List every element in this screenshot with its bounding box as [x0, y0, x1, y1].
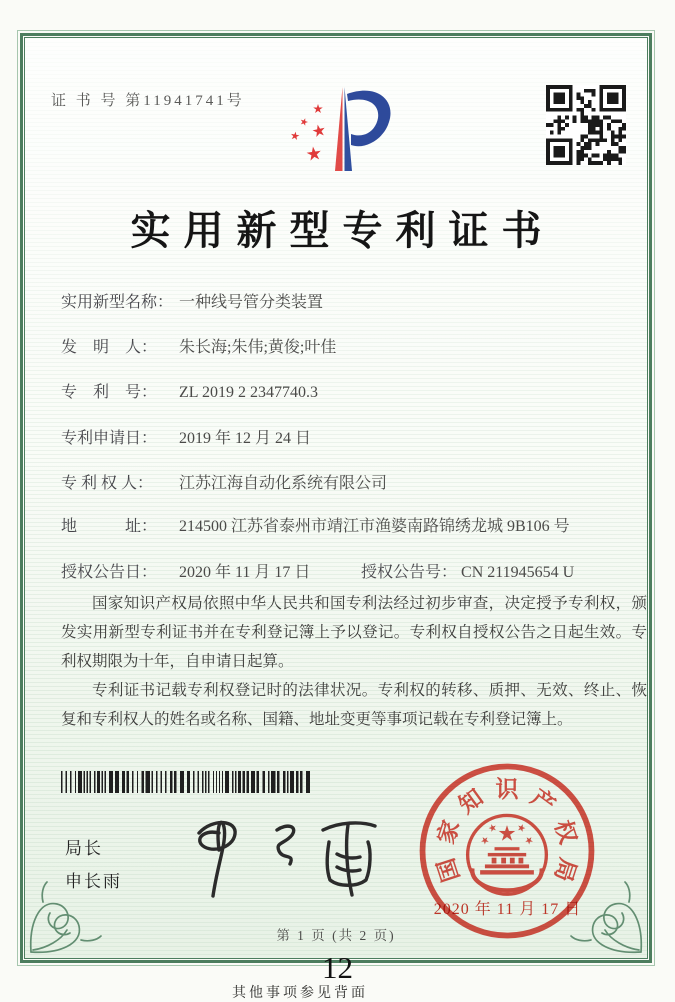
field-value: ZL 2019 2 2347740.3 — [179, 384, 318, 401]
field-inventors — [61, 334, 336, 357]
back-side-note: 其他事项参见背面 — [232, 986, 368, 1001]
field-address — [61, 513, 570, 536]
field-patentee — [61, 470, 387, 493]
field-value: CN 211945654 U — [461, 564, 575, 581]
seal-date: 2020 年 11 月 17 日 — [433, 901, 582, 918]
field-label: 专 利 号： — [61, 384, 158, 401]
field-label: 地 址： — [61, 518, 158, 535]
legal-paragraph: 国家知识产权局依照中华人民共和国专利法经过初步审查，决定授予专利权，颁发实用新型专利证书并在专利登记簿上予以登记。专利权自授权公告之日起生效。专利权期限为十年，自申请日起算。 — [61, 595, 647, 670]
certificate-frame — [17, 30, 655, 966]
field-label: 授权公告日： — [61, 564, 158, 581]
field-value: 一种线号管分类装置 — [179, 294, 324, 311]
field-value: 2019 年 12 月 24 日 — [179, 430, 312, 447]
certificate-title: 实用新型专利证书 — [130, 208, 555, 253]
qr-code — [546, 85, 626, 165]
svg-text:识: 识 — [495, 776, 519, 803]
sheet-number: 12 — [322, 950, 353, 985]
field-label: 发 明 人： — [61, 339, 158, 356]
field-label: 专 利 权 人： — [61, 475, 154, 492]
field-label: 授权公告号： — [361, 564, 458, 581]
certificate-body — [24, 37, 648, 959]
field-value: 2020 年 11 月 17 日 — [179, 564, 311, 581]
certificate-number: 证 书 号 第11941741号 — [51, 93, 245, 109]
commissioner-title: 局长 — [65, 839, 103, 858]
svg-text:局: 局 — [549, 855, 582, 886]
commissioner-name: 申长雨 — [65, 872, 122, 891]
page-footer: 第 1 页 (共 2 页) — [276, 928, 396, 943]
national-emblem-icon — [468, 815, 547, 894]
barcode — [61, 771, 311, 793]
field-value: 江苏江海自动化系统有限公司 — [179, 475, 388, 492]
field-value: 214500 江苏省泰州市靖江市渔婆南路锦绣龙城 9B106 号 — [179, 518, 570, 535]
svg-text:产: 产 — [526, 783, 561, 819]
field-utility-model-name — [61, 289, 323, 312]
legal-text — [61, 589, 647, 734]
svg-text:知: 知 — [453, 783, 488, 819]
field-patent-number — [61, 379, 318, 402]
field-grant-date — [61, 559, 310, 582]
field-grant-number — [361, 559, 574, 582]
corner-ornament-icon — [27, 878, 105, 956]
cnipa-logo-icon — [276, 73, 416, 183]
field-filing-date — [61, 425, 311, 448]
svg-text:权: 权 — [549, 816, 582, 847]
legal-paragraph: 专利证书记载专利权登记时的法律状况。专利权的转移、质押、无效、终止、恢复和专利权人的姓名或名称、国籍、地址变更等事项记载在专利登记簿上。 — [61, 682, 647, 728]
field-label: 实用新型名称： — [61, 294, 174, 311]
field-value: 朱长海;朱伟;黄俊;叶佳 — [179, 339, 337, 356]
svg-text:家: 家 — [432, 816, 465, 847]
field-label: 专利申请日： — [61, 430, 158, 447]
svg-text:国: 国 — [432, 855, 465, 886]
corner-ornament-icon — [567, 878, 645, 956]
signature-handwriting — [185, 800, 400, 905]
